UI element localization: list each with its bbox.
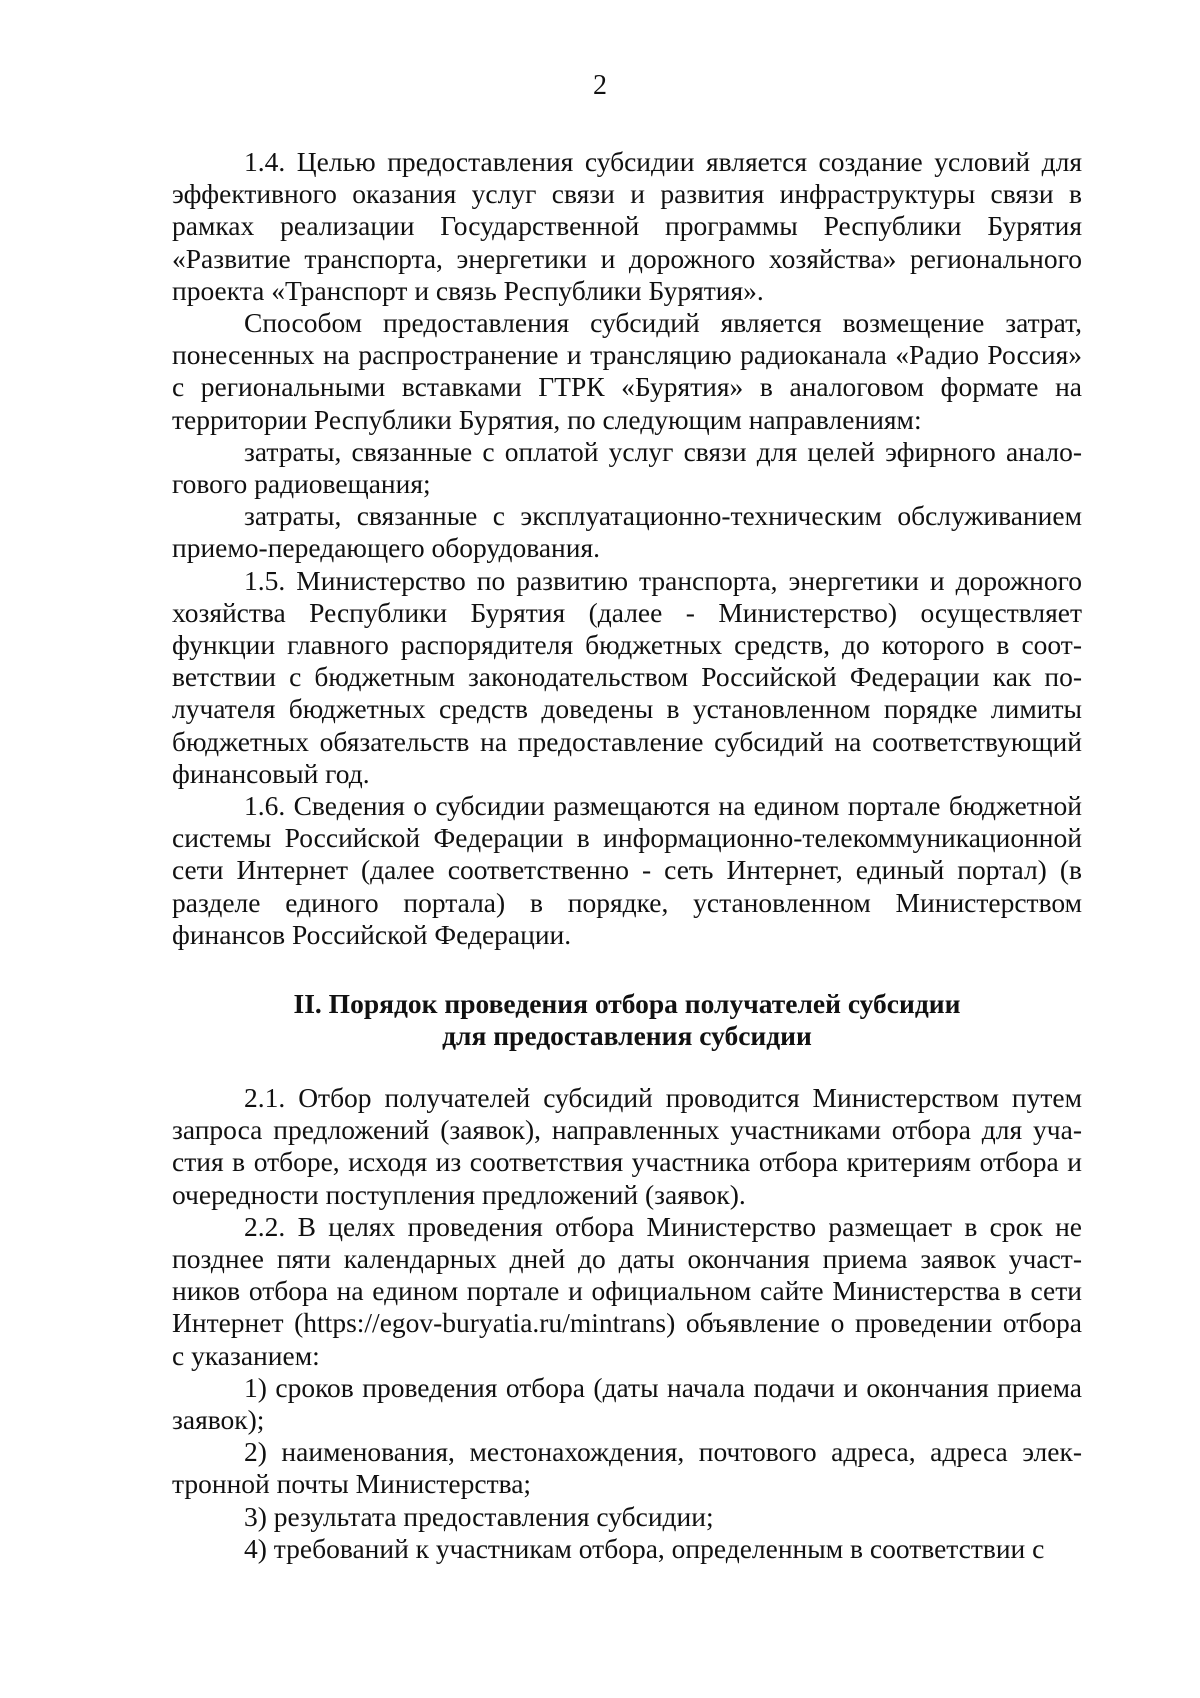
paragraph-1-6: 1.6. Сведения о субсидии размещаются на едином портале бюджетной системы Российской Федерации в информационно-телекоммуникационной сети Интернет (далее соответственно - сеть Интернет, единый портал) (в разделе единого портала) в порядке, установленном Министерством финансов Российской Федерации.	[172, 790, 1082, 950]
section-1-text	[172, 146, 1082, 951]
paragraph-subsidy-method: Способом предоставления субсидий является возмещение затрат, понесенных на распространение и трансляцию радиоканала «Радио Россия» с региональными вставками ГТРК «Бурятия» в аналоговом формате на территории Республики Бурятия, по следующим направлениям:	[172, 307, 1082, 435]
paragraph-costs-communication: затраты, связанные с оплатой услуг связи для целей эфирного аналогового радиовещания;	[172, 435, 1082, 500]
list-item-1: 1) сроков проведения отбора (даты начала подачи и окончания приема заявок);	[172, 1371, 1082, 1436]
paragraph-costs-maintenance: затраты, связанные с эксплуатационно-техническим обслуживанием приемо-передающего оборудования.	[172, 500, 1082, 564]
section-2-text	[172, 1082, 1082, 1565]
list-item-3: 3) результата предоставления субсидии;	[244, 1500, 714, 1532]
section-heading	[172, 988, 1082, 1052]
list-item-4: 4) требований к участникам отбора, определенным в соответствии с	[244, 1532, 1045, 1564]
paragraph-2-1: 2.1. Отбор получателей субсидий проводится Министерством путем запроса предложений (заявок), направленных участниками отбора для участия в отборе, исходя из соответствия участника отбора критериям отбора и очередности поступления предложений (заявок).	[172, 1082, 1082, 1210]
paragraph-1-4: 1.4. Целью предоставления субсидии является создание условий для эффективного оказания услуг связи и развития инфраструктуры связи в рамках реализации Государственной программы Республики Бурятия «Развитие транспорта, энергетики и дорожного хозяйства» регионального проекта «Транспорт и связь Республики Бурятия».	[172, 146, 1082, 306]
list-item-2: 2) наименования, местонахождения, почтового адреса, адреса электронной почты Министерства;	[172, 1436, 1082, 1500]
section-heading-line-2: для предоставления субсидии	[442, 1020, 812, 1052]
paragraph-2-2: 2.2. В целях проведения отбора Министерство размещает в срок не позднее пяти календарных дней до даты окончания приема заявок участников отбора на едином портале и официальном сайте Министерства в сети Интернет (https://egov-buryatia.ru/mintrans) объявление о проведении отбора с указанием:	[172, 1210, 1082, 1371]
paragraph-1-5: 1.5. Министерство по развитию транспорта, энергетики и дорожного хозяйства Республики Бурятия (далее - Министерство) осуществляет функции главного распорядителя бюджетных средств, до которого в соответствии с бюджетным законодательством Российской Федерации как получателя бюджетных средств доведены в установленном порядке лимиты бюджетных обязательств на предоставление субсидий на соответствующий финансовый год.	[172, 564, 1082, 789]
section-heading-line-1: II. Порядок проведения отбора получателей субсидии	[293, 988, 961, 1019]
page-number: 2	[593, 70, 607, 101]
